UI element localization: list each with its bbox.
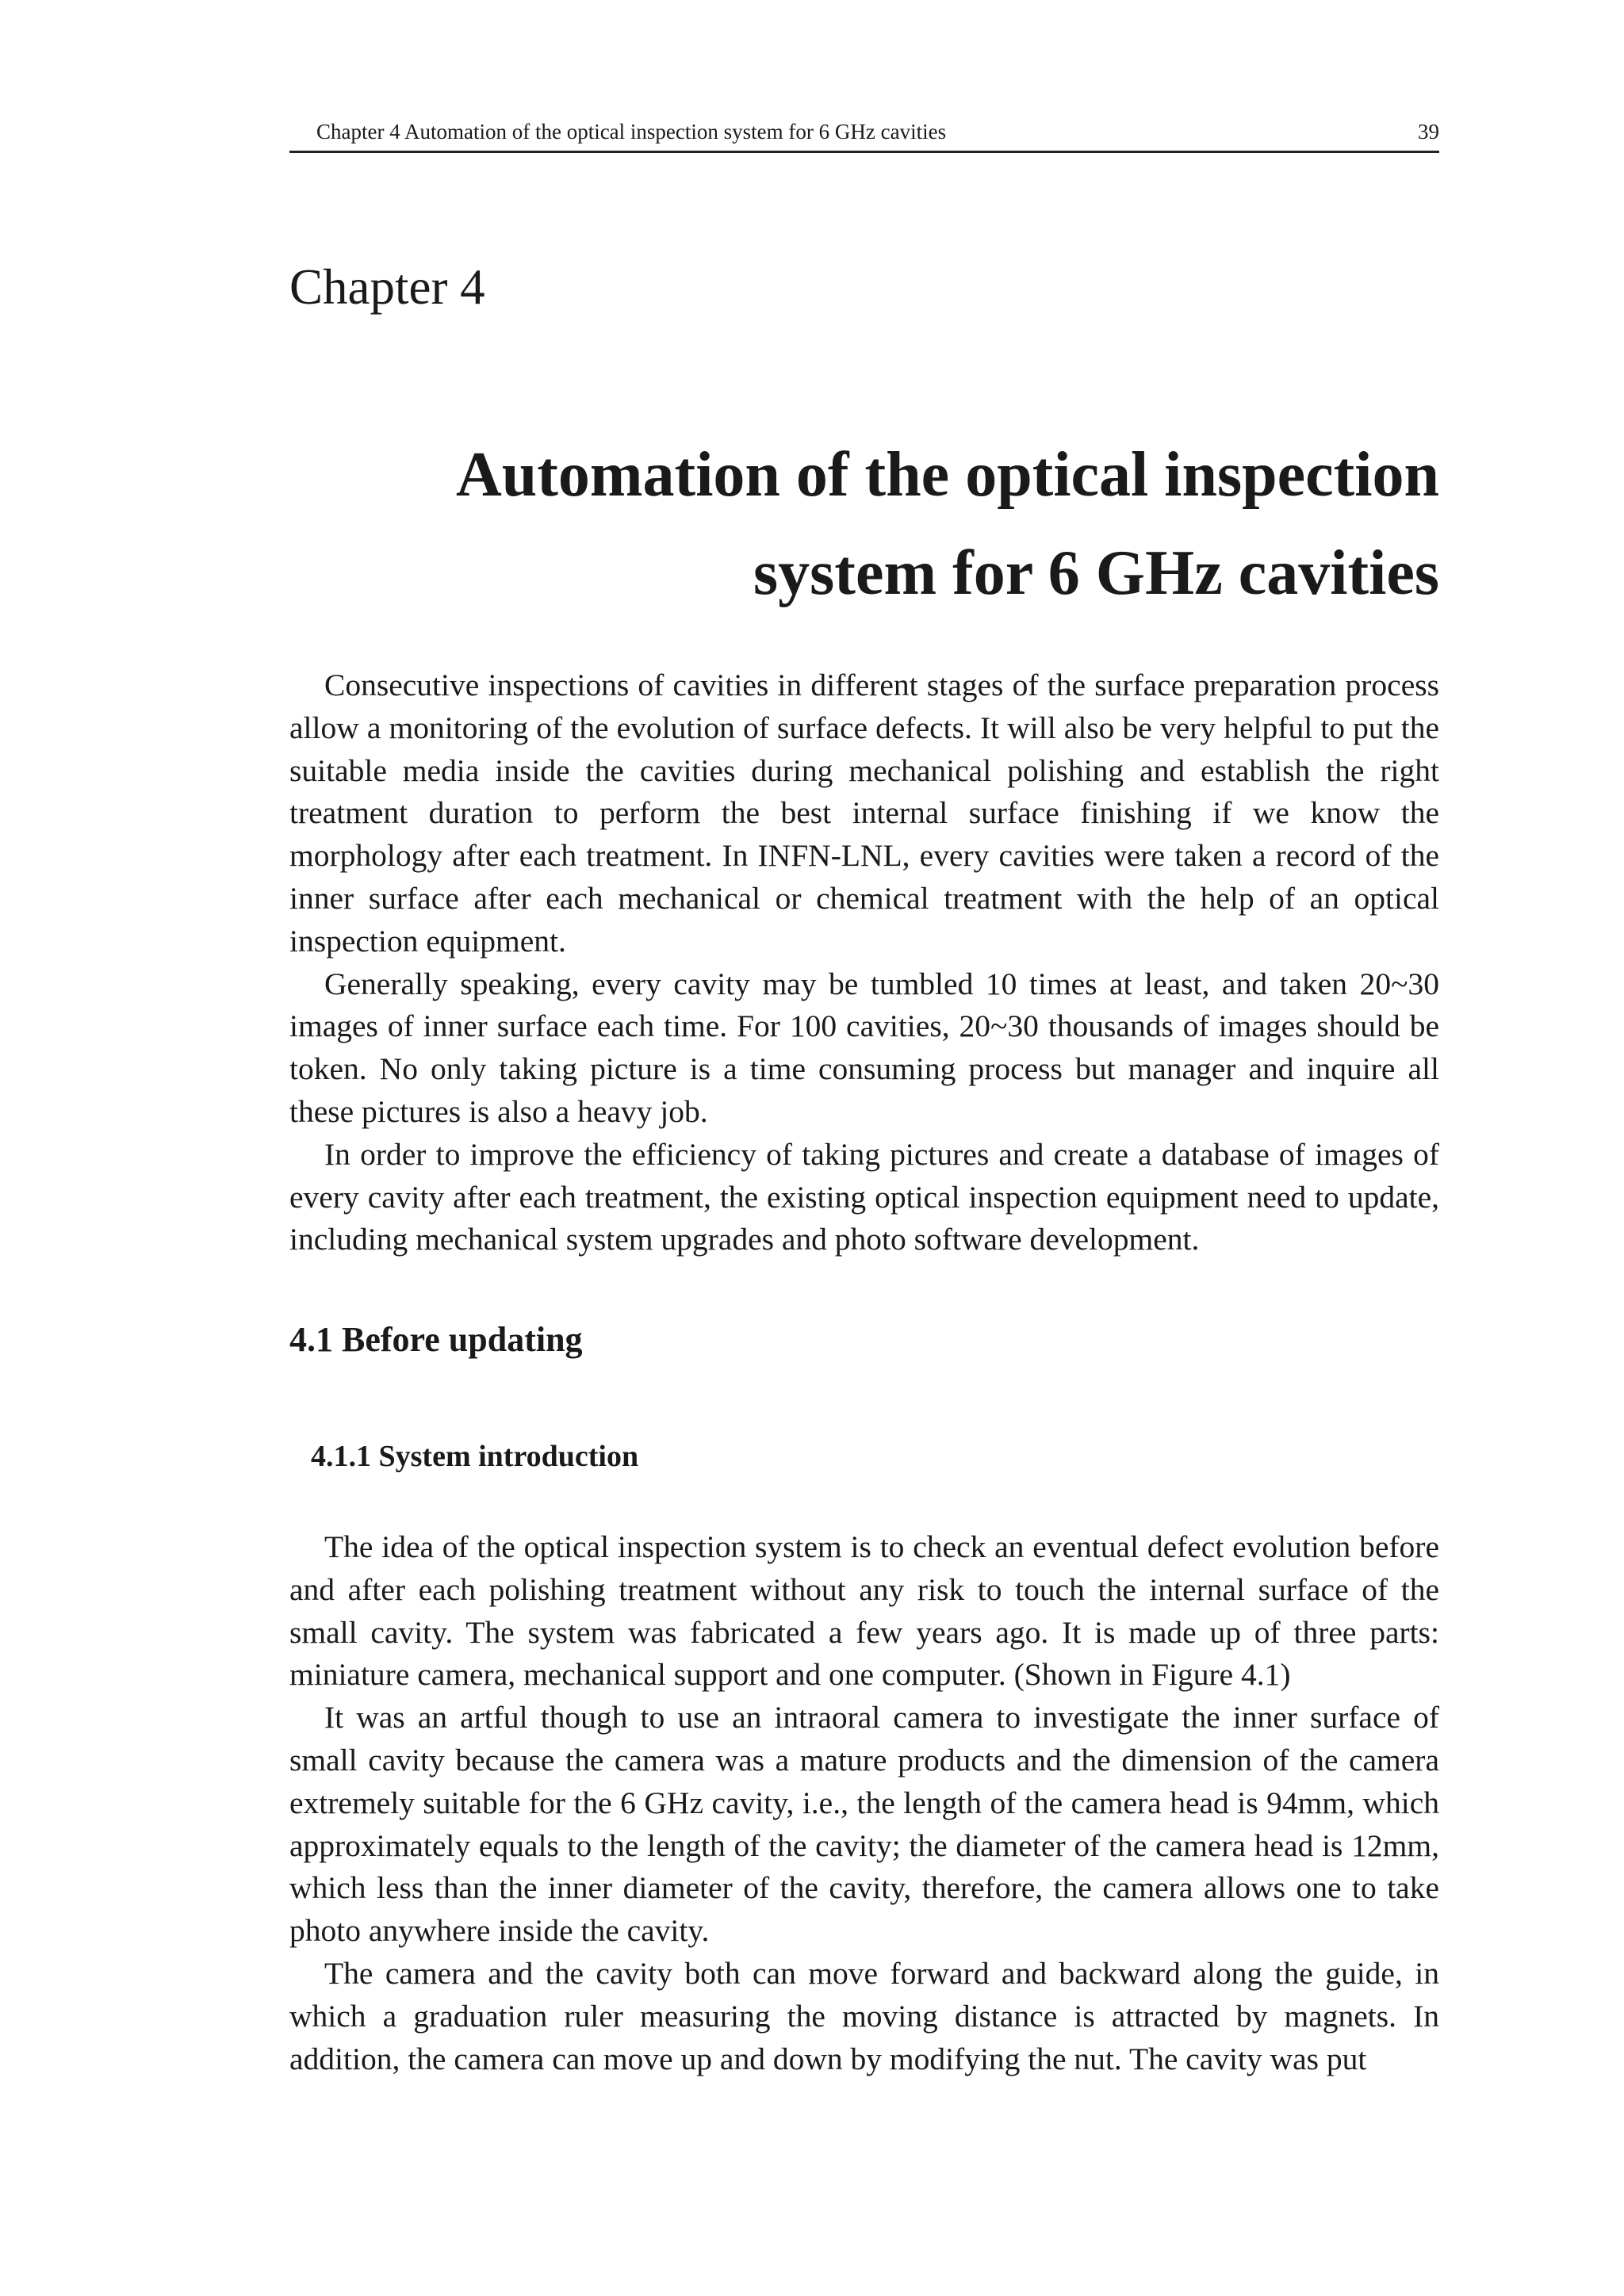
- chapter-title-line-1: Automation of the optical inspection: [456, 440, 1439, 510]
- body-paragraph: The camera and the cavity both can move forward and backward along the guide, in which a graduation ruler measuring the moving distance is attracted by magnets. In addition, the camera can move up and down by modifying the nut. The cavity was put: [289, 1955, 1439, 2076]
- body-paragraph: The idea of the optical inspection system is to check an eventual defect evolution before and after each polishing treatment without any risk to touch the internal surface of the small cavity. The system was fabricated a few years ago. It is made up of three parts: miniature camera, mechanical support and one computer. (Shown in Figure 4.1): [289, 1529, 1439, 1693]
- subsection-body: [289, 1526, 1439, 2080]
- intro-paragraph: In order to improve the efficiency of taking pictures and create a database of images of every cavity after each treatment, the existing optical inspection equipment need to update, including mechanical system upgrades and photo software development.: [289, 1136, 1439, 1257]
- intro-paragraph: Consecutive inspections of cavities in different stages of the surface preparation process allow a monitoring of the evolution of surface defects. It will also be very helpful to put the suitable media inside the cavities during mechanical polishing and establish the right treatment duration to perform the best internal surface finishing if we know the morphology after each treatment. In INFN-LNL, every cavities were taken a record of the inner surface after each mechanical or chemical treatment with the help of an optical inspection equipment.: [289, 668, 1439, 959]
- section-heading-4-1: 4.1 Before updating: [289, 1320, 583, 1359]
- chapter-introduction: [289, 664, 1439, 1261]
- running-header: [289, 116, 1439, 153]
- intro-paragraph: Generally speaking, every cavity may be tumbled 10 times at least, and taken 20~30 images of inner surface each time. For 100 cavities, 20~30 thousands of images should be token. No only taking picture is a time consuming process but manager and inquire all these pictures is also a heavy job.: [289, 966, 1439, 1129]
- page-number: 39: [1418, 120, 1439, 144]
- chapter-title: [289, 426, 1439, 622]
- chapter-title-line-2: system for 6 GHz cavities: [753, 538, 1439, 608]
- subsection-heading-4-1-1: 4.1.1 System introduction: [311, 1440, 639, 1473]
- running-title: Chapter 4 Automation of the optical inspection system for 6 GHz cavities: [316, 120, 947, 144]
- chapter-label: Chapter 4: [289, 259, 485, 315]
- body-paragraph: It was an artful though to use an intraoral camera to investigate the inner surface of small cavity because the camera was a mature products and the dimension of the camera extremely suitable for the 6 GHz cavity, i.e., the length of the camera head is 94mm, which approximately equals to the length of the cavity; the diameter of the camera head is 12mm, which less than the inner diameter of the cavity, therefore, the camera allows one to take photo anywhere inside the cavity.: [289, 1700, 1439, 1949]
